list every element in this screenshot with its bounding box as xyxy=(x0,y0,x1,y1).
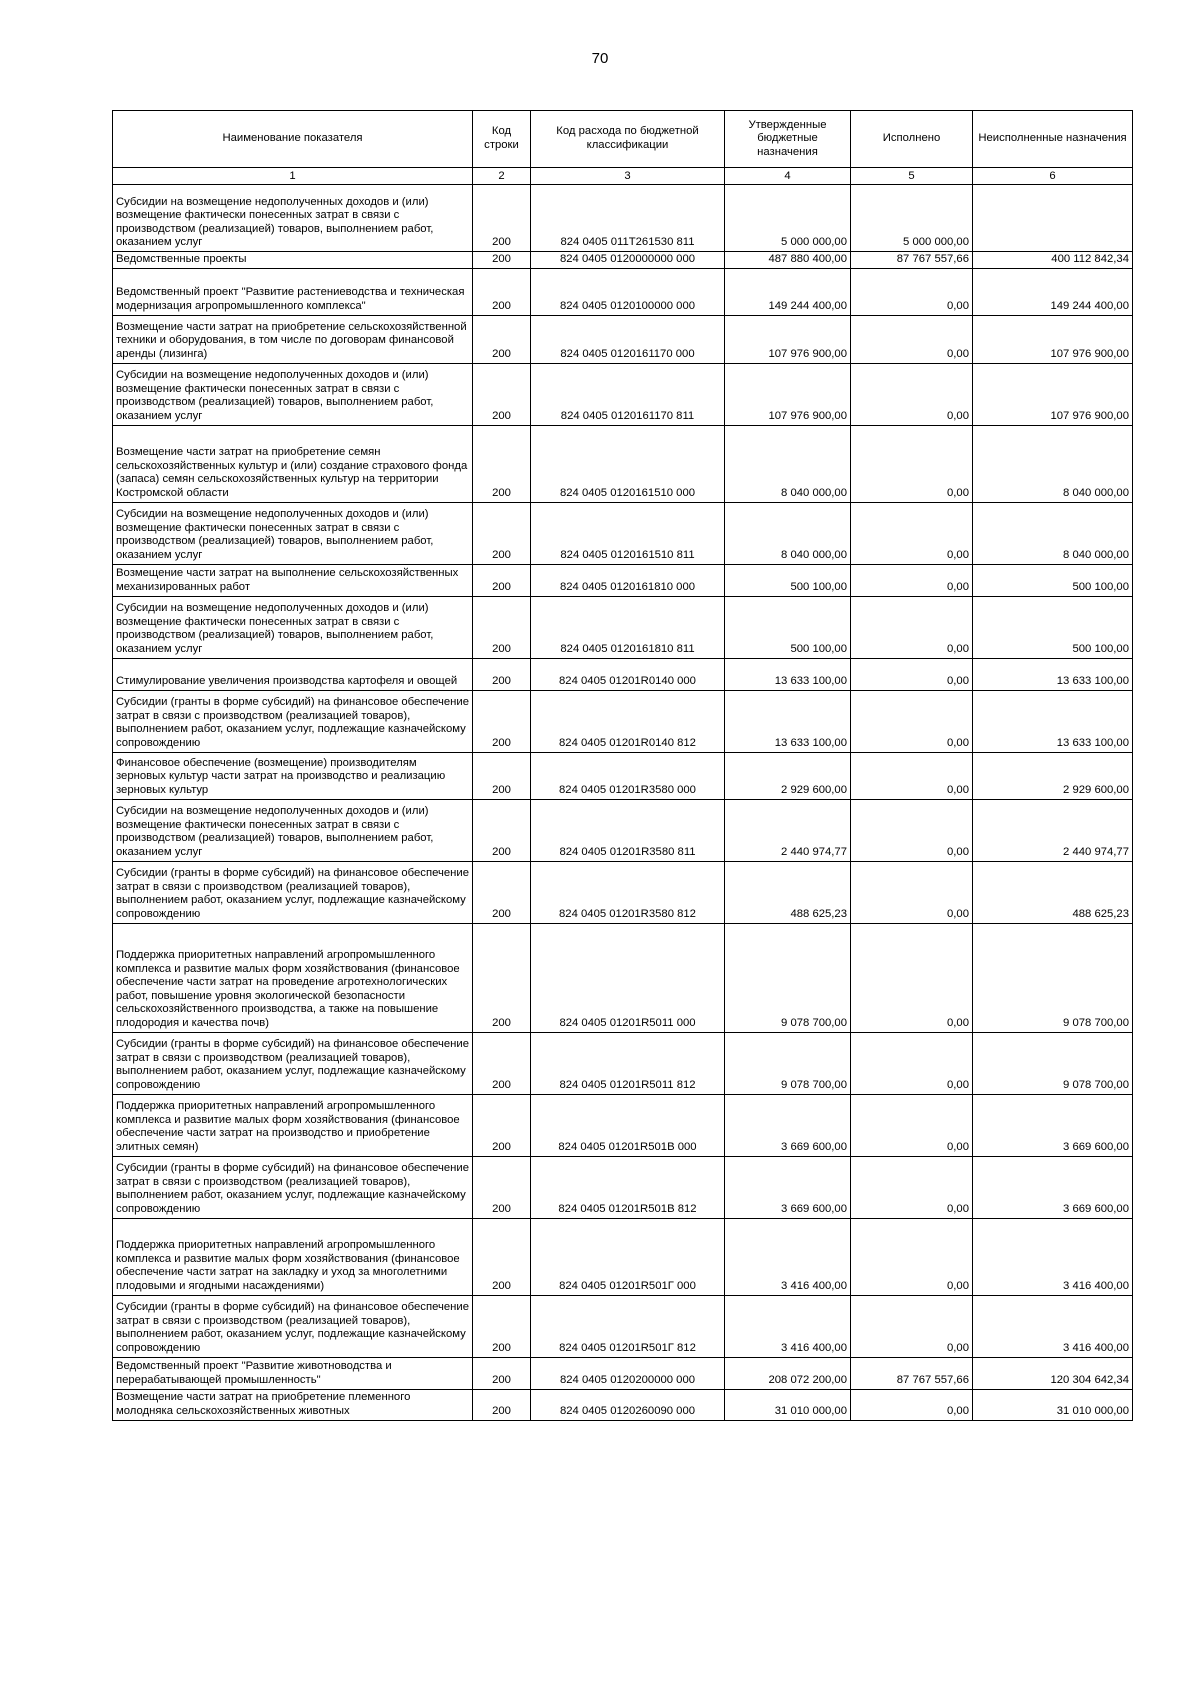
row-approved-cell: 9 078 700,00 xyxy=(725,1032,851,1094)
row-name-cell: Субсидии на возмещение недополученных доходов и (или) возмещение фактически понесенных затрат в связи с производством (реализацией) товаров, выполнением работ, оказанием услуг xyxy=(113,185,473,252)
row-code-cell: 200 xyxy=(473,1156,531,1218)
row-executed-cell: 5 000 000,00 xyxy=(851,185,973,252)
row-classification-cell: 824 0405 01201R0140 000 xyxy=(531,658,725,690)
row-code-cell: 200 xyxy=(473,564,531,596)
row-code-cell: 200 xyxy=(473,268,531,315)
row-executed-cell: 0,00 xyxy=(851,425,973,502)
row-approved-cell: 3 416 400,00 xyxy=(725,1218,851,1295)
row-approved-cell: 3 416 400,00 xyxy=(725,1295,851,1357)
header-approved: Утвержденные бюджетные назначения xyxy=(725,111,851,168)
row-executed-cell: 0,00 xyxy=(851,658,973,690)
row-executed-cell: 0,00 xyxy=(851,752,973,799)
table-row xyxy=(113,1032,1133,1094)
table-row xyxy=(113,252,1133,269)
row-unexecuted-cell xyxy=(973,185,1133,252)
row-classification-cell: 824 0405 01201R3580 812 xyxy=(531,861,725,923)
table-row xyxy=(113,1357,1133,1389)
row-classification-cell: 824 0405 0120161170 811 xyxy=(531,363,725,425)
row-name-cell: Субсидии на возмещение недополученных доходов и (или) возмещение фактически понесенных затрат в связи с производством (реализацией) товаров, выполнением работ, оказанием услуг xyxy=(113,596,473,658)
row-executed-cell: 0,00 xyxy=(851,1218,973,1295)
table-row xyxy=(113,861,1133,923)
table-row xyxy=(113,1156,1133,1218)
row-approved-cell: 8 040 000,00 xyxy=(725,502,851,564)
table-row xyxy=(113,1094,1133,1156)
table-row xyxy=(113,1218,1133,1295)
row-classification-cell: 824 0405 01201R501В 812 xyxy=(531,1156,725,1218)
row-executed-cell: 0,00 xyxy=(851,1094,973,1156)
row-name-cell: Субсидии на возмещение недополученных доходов и (или) возмещение фактически понесенных затрат в связи с производством (реализацией) товаров, выполнением работ, оказанием услуг xyxy=(113,502,473,564)
row-code-cell: 200 xyxy=(473,252,531,269)
row-executed-cell: 0,00 xyxy=(851,923,973,1032)
column-number: 2 xyxy=(473,168,531,185)
row-classification-cell: 824 0405 0120000000 000 xyxy=(531,252,725,269)
row-executed-cell: 0,00 xyxy=(851,1156,973,1218)
table-row xyxy=(113,315,1133,363)
row-code-cell: 200 xyxy=(473,658,531,690)
row-classification-cell: 824 0405 0120161810 000 xyxy=(531,564,725,596)
row-unexecuted-cell: 31 010 000,00 xyxy=(973,1389,1133,1420)
row-classification-cell: 824 0405 0120161510 811 xyxy=(531,502,725,564)
row-code-cell: 200 xyxy=(473,1295,531,1357)
table-header xyxy=(113,111,1133,185)
row-classification-cell: 824 0405 0120161170 000 xyxy=(531,315,725,363)
row-approved-cell: 8 040 000,00 xyxy=(725,425,851,502)
row-classification-cell: 824 0405 01201R3580 000 xyxy=(531,752,725,799)
row-executed-cell: 0,00 xyxy=(851,1032,973,1094)
row-name-cell: Поддержка приоритетных направлений агропромышленного комплекса и развитие малых форм хозяйствования (финансовое обеспечение части затрат на проведение агротехнологических работ, повышение уровня экологической безопасности сельскохозяйственного производства, а также на повышение плодородия и качества почв) xyxy=(113,923,473,1032)
row-classification-cell: 824 0405 01201R501Г 812 xyxy=(531,1295,725,1357)
row-code-cell: 200 xyxy=(473,1094,531,1156)
row-executed-cell: 0,00 xyxy=(851,564,973,596)
row-classification-cell: 824 0405 0120100000 000 xyxy=(531,268,725,315)
row-code-cell: 200 xyxy=(473,752,531,799)
row-classification-cell: 824 0405 011Т261530 811 xyxy=(531,185,725,252)
row-name-cell: Возмещение части затрат на выполнение сельскохозяйственных механизированных работ xyxy=(113,564,473,596)
row-approved-cell: 31 010 000,00 xyxy=(725,1389,851,1420)
row-code-cell: 200 xyxy=(473,1218,531,1295)
row-unexecuted-cell: 3 669 600,00 xyxy=(973,1156,1133,1218)
row-code-cell: 200 xyxy=(473,1357,531,1389)
row-name-cell: Возмещение части затрат на приобретение племенного молодняка сельскохозяйственных животных xyxy=(113,1389,473,1420)
row-name-cell: Возмещение части затрат на приобретение семян сельскохозяйственных культур и (или) создание страхового фонда (запаса) семян сельскохозяйственных культур на территории Костромской области xyxy=(113,425,473,502)
row-executed-cell: 0,00 xyxy=(851,315,973,363)
row-executed-cell: 0,00 xyxy=(851,268,973,315)
row-classification-cell: 824 0405 01201R0140 812 xyxy=(531,690,725,752)
table-row xyxy=(113,1389,1133,1420)
row-classification-cell: 824 0405 0120161510 000 xyxy=(531,425,725,502)
table-row xyxy=(113,923,1133,1032)
table-row xyxy=(113,564,1133,596)
row-unexecuted-cell: 3 416 400,00 xyxy=(973,1218,1133,1295)
row-name-cell: Субсидии (гранты в форме субсидий) на финансовое обеспечение затрат в связи с производством (реализацией товаров), выполнением работ, оказанием услуг, подлежащие казначейскому сопровождению xyxy=(113,1032,473,1094)
row-executed-cell: 0,00 xyxy=(851,363,973,425)
row-code-cell: 200 xyxy=(473,923,531,1032)
row-executed-cell: 0,00 xyxy=(851,1389,973,1420)
row-approved-cell: 487 880 400,00 xyxy=(725,252,851,269)
row-classification-cell: 824 0405 0120161810 811 xyxy=(531,596,725,658)
row-executed-cell: 0,00 xyxy=(851,596,973,658)
header-name: Наименование показателя xyxy=(113,111,473,168)
row-classification-cell: 824 0405 0120200000 000 xyxy=(531,1357,725,1389)
budget-execution-table xyxy=(112,110,1133,1421)
table-row xyxy=(113,752,1133,799)
row-approved-cell: 500 100,00 xyxy=(725,564,851,596)
row-approved-cell: 107 976 900,00 xyxy=(725,315,851,363)
row-approved-cell: 3 669 600,00 xyxy=(725,1156,851,1218)
table-row xyxy=(113,363,1133,425)
row-unexecuted-cell: 9 078 700,00 xyxy=(973,923,1133,1032)
row-name-cell: Ведомственный проект "Развитие растениеводства и техническая модернизация агропромышленного комплекса" xyxy=(113,268,473,315)
row-executed-cell: 0,00 xyxy=(851,799,973,861)
row-unexecuted-cell: 107 976 900,00 xyxy=(973,363,1133,425)
column-number: 4 xyxy=(725,168,851,185)
row-unexecuted-cell: 8 040 000,00 xyxy=(973,425,1133,502)
row-code-cell: 200 xyxy=(473,1032,531,1094)
row-unexecuted-cell: 149 244 400,00 xyxy=(973,268,1133,315)
row-executed-cell: 87 767 557,66 xyxy=(851,1357,973,1389)
row-name-cell: Ведомственные проекты xyxy=(113,252,473,269)
row-name-cell: Субсидии (гранты в форме субсидий) на финансовое обеспечение затрат в связи с производством (реализацией товаров), выполнением работ, оказанием услуг, подлежащие казначейскому сопровождению xyxy=(113,690,473,752)
row-name-cell: Возмещение части затрат на приобретение сельскохозяйственной техники и оборудования, в том числе по договорам финансовой аренды (лизинга) xyxy=(113,315,473,363)
row-classification-cell: 824 0405 0120260090 000 xyxy=(531,1389,725,1420)
row-code-cell: 200 xyxy=(473,502,531,564)
header-unexecuted: Неисполненные назначения xyxy=(973,111,1133,168)
row-approved-cell: 500 100,00 xyxy=(725,596,851,658)
page-number: 70 xyxy=(591,50,609,67)
row-approved-cell: 5 000 000,00 xyxy=(725,185,851,252)
table-row xyxy=(113,799,1133,861)
table-row xyxy=(113,596,1133,658)
row-classification-cell: 824 0405 01201R3580 811 xyxy=(531,799,725,861)
row-name-cell: Поддержка приоритетных направлений агропромышленного комплекса и развитие малых форм хозяйствования (финансовое обеспечение части затрат на закладку и уход за многолетними плодовыми и ягодными насаждениями) xyxy=(113,1218,473,1295)
row-approved-cell: 488 625,23 xyxy=(725,861,851,923)
row-code-cell: 200 xyxy=(473,315,531,363)
row-name-cell: Субсидии (гранты в форме субсидий) на финансовое обеспечение затрат в связи с производством (реализацией товаров), выполнением работ, оказанием услуг, подлежащие казначейскому сопровождению xyxy=(113,1295,473,1357)
row-unexecuted-cell: 9 078 700,00 xyxy=(973,1032,1133,1094)
row-unexecuted-cell: 2 440 974,77 xyxy=(973,799,1133,861)
row-code-cell: 200 xyxy=(473,363,531,425)
row-unexecuted-cell: 13 633 100,00 xyxy=(973,658,1133,690)
row-code-cell: 200 xyxy=(473,596,531,658)
row-classification-cell: 824 0405 01201R5011 000 xyxy=(531,923,725,1032)
row-code-cell: 200 xyxy=(473,861,531,923)
row-classification-cell: 824 0405 01201R501Г 000 xyxy=(531,1218,725,1295)
table-row xyxy=(113,1295,1133,1357)
row-name-cell: Субсидии (гранты в форме субсидий) на финансовое обеспечение затрат в связи с производством (реализацией товаров), выполнением работ, оказанием услуг, подлежащие казначейскому сопровождению xyxy=(113,861,473,923)
row-unexecuted-cell: 488 625,23 xyxy=(973,861,1133,923)
row-approved-cell: 208 072 200,00 xyxy=(725,1357,851,1389)
header-executed: Исполнено xyxy=(851,111,973,168)
header-code: Код строки xyxy=(473,111,531,168)
row-executed-cell: 0,00 xyxy=(851,861,973,923)
column-number: 3 xyxy=(531,168,725,185)
column-number: 5 xyxy=(851,168,973,185)
row-unexecuted-cell: 8 040 000,00 xyxy=(973,502,1133,564)
row-name-cell: Субсидии на возмещение недополученных доходов и (или) возмещение фактически понесенных затрат в связи с производством (реализацией) товаров, выполнением работ, оказанием услуг xyxy=(113,363,473,425)
row-name-cell: Субсидии на возмещение недополученных доходов и (или) возмещение фактически понесенных затрат в связи с производством (реализацией) товаров, выполнением работ, оказанием услуг xyxy=(113,799,473,861)
row-code-cell: 200 xyxy=(473,1389,531,1420)
table-row xyxy=(113,185,1133,252)
table-row xyxy=(113,658,1133,690)
row-approved-cell: 2 440 974,77 xyxy=(725,799,851,861)
column-number: 6 xyxy=(973,168,1133,185)
table-body xyxy=(113,185,1133,1421)
row-code-cell: 200 xyxy=(473,185,531,252)
row-approved-cell: 2 929 600,00 xyxy=(725,752,851,799)
row-classification-cell: 824 0405 01201R501В 000 xyxy=(531,1094,725,1156)
row-executed-cell: 0,00 xyxy=(851,690,973,752)
row-name-cell: Поддержка приоритетных направлений агропромышленного комплекса и развитие малых форм хозяйствования (финансовое обеспечение части затрат на производство и приобретение элитных семян) xyxy=(113,1094,473,1156)
row-unexecuted-cell: 500 100,00 xyxy=(973,596,1133,658)
table-row xyxy=(113,502,1133,564)
row-name-cell: Ведомственный проект "Развитие животноводства и перерабатывающей промышленность" xyxy=(113,1357,473,1389)
row-executed-cell: 0,00 xyxy=(851,1295,973,1357)
row-unexecuted-cell: 107 976 900,00 xyxy=(973,315,1133,363)
row-unexecuted-cell: 13 633 100,00 xyxy=(973,690,1133,752)
row-unexecuted-cell: 2 929 600,00 xyxy=(973,752,1133,799)
row-code-cell: 200 xyxy=(473,425,531,502)
row-code-cell: 200 xyxy=(473,799,531,861)
column-number: 1 xyxy=(113,168,473,185)
row-unexecuted-cell: 3 669 600,00 xyxy=(973,1094,1133,1156)
row-code-cell: 200 xyxy=(473,690,531,752)
row-unexecuted-cell: 120 304 642,34 xyxy=(973,1357,1133,1389)
table-row xyxy=(113,268,1133,315)
row-unexecuted-cell: 3 416 400,00 xyxy=(973,1295,1133,1357)
row-executed-cell: 0,00 xyxy=(851,502,973,564)
row-approved-cell: 149 244 400,00 xyxy=(725,268,851,315)
row-name-cell: Финансовое обеспечение (возмещение) производителям зерновых культур части затрат на производство и реализацию зерновых культур xyxy=(113,752,473,799)
row-unexecuted-cell: 400 112 842,34 xyxy=(973,252,1133,269)
row-classification-cell: 824 0405 01201R5011 812 xyxy=(531,1032,725,1094)
row-approved-cell: 9 078 700,00 xyxy=(725,923,851,1032)
row-name-cell: Стимулирование увеличения производства картофеля и овощей xyxy=(113,658,473,690)
row-approved-cell: 13 633 100,00 xyxy=(725,658,851,690)
table-row xyxy=(113,690,1133,752)
header-classification: Код расхода по бюджетной классификации xyxy=(531,111,725,168)
row-approved-cell: 3 669 600,00 xyxy=(725,1094,851,1156)
row-unexecuted-cell: 500 100,00 xyxy=(973,564,1133,596)
row-executed-cell: 87 767 557,66 xyxy=(851,252,973,269)
table-row xyxy=(113,425,1133,502)
row-approved-cell: 13 633 100,00 xyxy=(725,690,851,752)
row-name-cell: Субсидии (гранты в форме субсидий) на финансовое обеспечение затрат в связи с производством (реализацией товаров), выполнением работ, оказанием услуг, подлежащие казначейскому сопровождению xyxy=(113,1156,473,1218)
row-approved-cell: 107 976 900,00 xyxy=(725,363,851,425)
